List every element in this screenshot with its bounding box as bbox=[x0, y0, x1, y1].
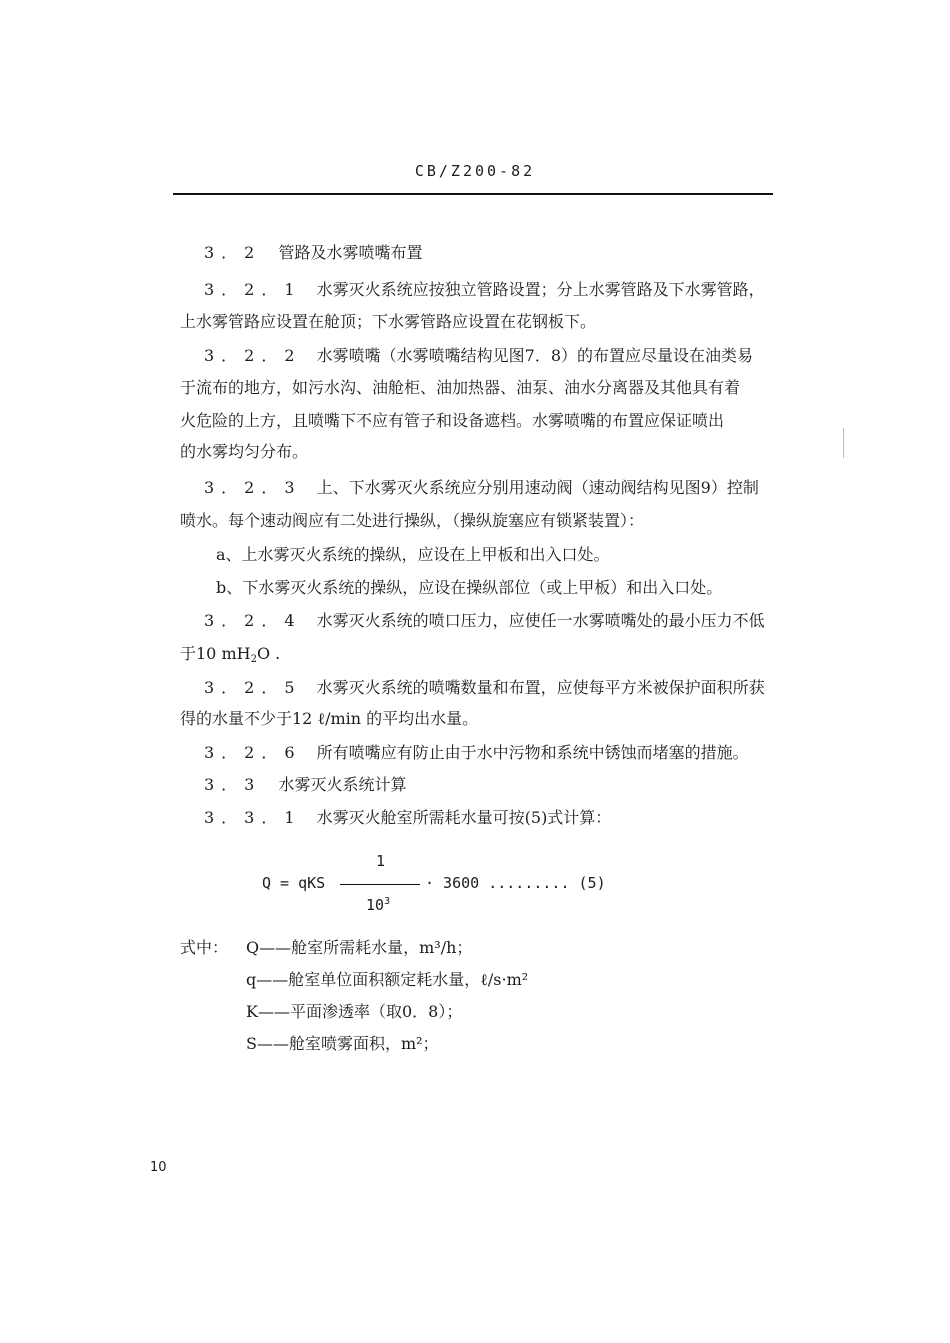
clause-3-2-2-line-2: 于流布的地方，如污水沟、油舱柜、油加热器、油泵、油水分离器及其他具有着 bbox=[180, 378, 741, 397]
legend-item-s: S——舱室喷雾面积，m²； bbox=[246, 1034, 439, 1053]
clause-3-2-1-line-1 bbox=[204, 280, 765, 300]
clause-3-2-2-line-4: 的水雾均匀分布。 bbox=[180, 442, 309, 461]
clause-text: 水雾喷嘴（水雾喷嘴结构见图7．8）的布置应尽量设在油类易 bbox=[316, 346, 754, 365]
legend-item-q-lower: q——舱室单位面积额定耗水量，ℓ/s·m² bbox=[246, 970, 529, 989]
clause-3-2-4-line-2 bbox=[180, 644, 280, 670]
clause-3-2-5-line-2: 得的水量不少于12 ℓ/min 的平均出水量。 bbox=[180, 709, 479, 728]
clause-3-2-3-item-a: a、上水雾灭火系统的操纵，应设在上甲板和出入口处。 bbox=[216, 545, 610, 564]
clause-3-2-6-line-1 bbox=[204, 743, 749, 763]
clause-3-2-3-line-2: 喷水。每个速动阀应有二处进行操纵，（操纵旋塞应有锁紧装置）： bbox=[180, 511, 645, 530]
legend-item-q-upper: Q——舱室所需耗水量，m³/h； bbox=[246, 938, 473, 957]
legend-label: 式中： bbox=[180, 938, 229, 957]
section-3-3-heading bbox=[204, 775, 406, 795]
section-title: 水雾灭火系统计算 bbox=[278, 775, 407, 794]
margin-mark bbox=[843, 428, 844, 458]
clause-3-2-2-line-3: 火危险的上方，且喷嘴下不应有管子和设备遮档。水雾喷嘴的布置应保证喷出 bbox=[180, 411, 725, 430]
clause-number: 3．3．1 bbox=[204, 808, 302, 827]
clause-3-3-1-line-1 bbox=[204, 808, 611, 828]
section-number: 3．2 bbox=[204, 243, 262, 262]
standard-code-header: CB/Z200-82 bbox=[414, 162, 536, 180]
clause-text: 所有喷嘴应有防止由于水中污物和系统中锈蚀而堵塞的措施。 bbox=[316, 743, 749, 762]
clause-text: 水雾灭火系统的喷嘴数量和布置，应使每平方米被保护面积所获 bbox=[316, 678, 765, 697]
legend-item-k: K——平面渗透率（取0．8）； bbox=[246, 1002, 463, 1021]
clause-text: 上、下水雾灭火系统应分别用速动阀（速动阀结构见图9）控制 bbox=[316, 478, 759, 497]
denominator-base: 10 bbox=[366, 896, 385, 914]
clause-number: 3．2．1 bbox=[204, 280, 302, 299]
formula-denominator bbox=[366, 896, 390, 914]
clause-3-2-1-line-2: 上水雾管路应设置在舱顶；下水雾管路应设置在花钢板下。 bbox=[180, 312, 597, 331]
clause-number: 3．2．2 bbox=[204, 346, 302, 365]
clause-3-2-5-line-1 bbox=[204, 678, 765, 698]
section-3-2-heading bbox=[204, 243, 422, 263]
page-number: 10 bbox=[150, 1160, 167, 1175]
section-number: 3．3 bbox=[204, 775, 262, 794]
pressure-unit-tail: O . bbox=[256, 644, 281, 663]
clause-text: 水雾灭火系统应按独立管路设置；分上水雾管路及下水雾管路， bbox=[316, 280, 765, 299]
fraction-bar bbox=[340, 884, 420, 885]
header-rule bbox=[173, 193, 773, 195]
clause-3-2-3-item-b: b、下水雾灭火系统的操纵，应设在操纵部位（或上甲板）和出入口处。 bbox=[216, 578, 723, 597]
clause-number: 3．2．3 bbox=[204, 478, 302, 497]
subscript: 2 bbox=[250, 654, 257, 665]
clause-number: 3．2．5 bbox=[204, 678, 302, 697]
pressure-value: 于10 mH bbox=[180, 644, 251, 663]
denominator-exponent: 3 bbox=[384, 896, 391, 907]
clause-number: 3．2．4 bbox=[204, 611, 302, 630]
clause-3-2-4-line-1 bbox=[204, 611, 765, 631]
clause-text: 水雾灭火系统的喷口压力，应使任一水雾喷嘴处的最小压力不低 bbox=[316, 611, 765, 630]
formula-lhs: Q = qKS bbox=[262, 874, 326, 892]
formula-rhs: · 3600 ......... (5) bbox=[425, 874, 606, 892]
clause-3-2-3-line-1 bbox=[204, 478, 759, 498]
clause-number: 3．2．6 bbox=[204, 743, 302, 762]
clause-text: 水雾灭火舱室所需耗水量可按(5)式计算： bbox=[316, 808, 612, 827]
section-title: 管路及水雾喷嘴布置 bbox=[278, 243, 423, 262]
clause-3-2-2-line-1 bbox=[204, 346, 753, 366]
formula-numerator: 1 bbox=[376, 852, 386, 870]
